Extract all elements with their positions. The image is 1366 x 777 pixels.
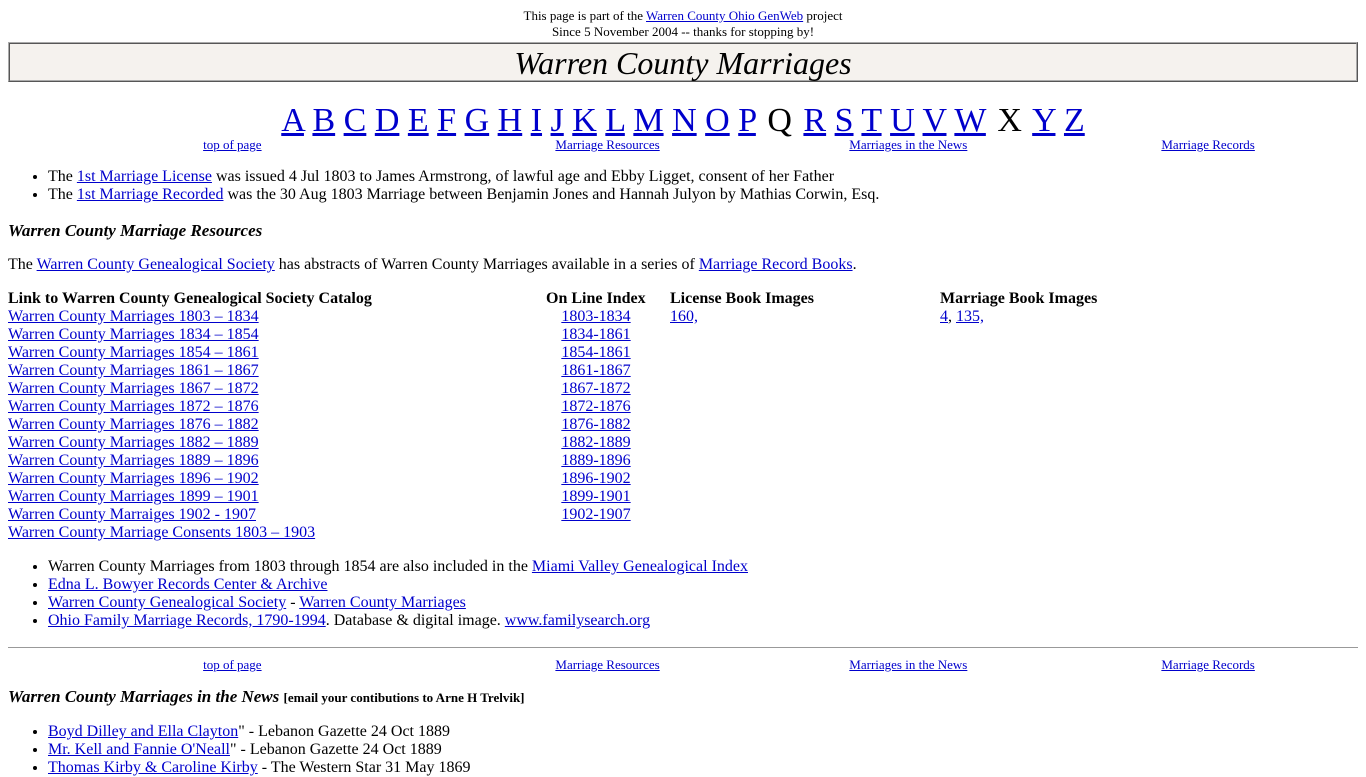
text: " - Lebanon Gazette 24 Oct 1889 [229,741,442,758]
nav-cell [1058,656,1358,672]
list-item [48,558,1358,576]
catalog-link[interactable]: Warren County Marriages 1882 – 1889 [8,434,259,451]
letter-link-f[interactable]: F [437,102,457,139]
nav-cell [457,656,759,672]
list-item [48,594,1358,612]
letter-link-p[interactable]: P [738,102,756,139]
letter-link-v[interactable]: V [922,102,947,139]
index-column [546,308,670,542]
news-title: Warren County Marriages in the News [8,687,280,706]
nav-cell [1058,136,1358,152]
item-link[interactable]: Boyd Dilley and Ella Clayton [48,723,239,740]
catalog-link[interactable]: Warren County Marriages 1896 – 1902 [8,470,259,487]
letter-link-g[interactable]: G [464,102,490,139]
list-item [48,168,1358,186]
index-link[interactable]: 1889-1896 [561,452,631,469]
index-link[interactable]: 1899-1901 [561,488,631,505]
text: " - Lebanon Gazette 24 Oct 1889 [238,723,450,740]
letter-link-t[interactable]: T [861,102,882,139]
text: . [852,256,857,273]
separator: , [948,308,956,325]
text: was the 30 Aug 1803 Marriage between Benjamin Jones and Hannah Julyon by Mathias Corwin, Esq. [223,186,880,203]
catalog-link[interactable]: Warren County Marriages 1899 – 1901 [8,488,259,505]
resources-intro [8,256,1358,274]
divider [8,647,1358,648]
letter-link-c[interactable]: C [343,102,367,139]
page-title: Warren County Marriages [8,42,1358,82]
text: The [48,186,77,203]
section-nav-bottom [8,656,1358,672]
text: - The Western Star 31 May 1869 [257,759,471,776]
resources-heading: Warren County Marriage Resources [8,221,263,240]
catalog-link[interactable]: Warren County Marriages 1876 – 1882 [8,416,259,433]
letter-link-e[interactable]: E [407,102,429,139]
list-item [48,741,1358,759]
letter-link-m[interactable]: M [633,102,664,139]
index-link[interactable]: 1867-1872 [561,380,631,397]
letter-link-b[interactable]: B [312,102,336,139]
letter-link-a[interactable]: A [281,102,304,139]
text: - [286,594,300,611]
nav-link[interactable]: top of page [203,137,262,152]
marriage-book-link[interactable]: 135, [956,308,984,325]
resources-table [8,290,1358,542]
text: Warren County Marriages from 1803 through 1854 are also included in the [48,558,532,575]
index-link[interactable]: 1876-1882 [561,416,631,433]
news-list [8,723,1358,777]
letter-link-j[interactable]: J [550,102,564,139]
index-link[interactable]: 1896-1902 [561,470,631,487]
marriage-book-link[interactable]: 4 [940,308,948,325]
col-header: License Book Images [670,290,814,307]
genweb-link[interactable]: Warren County Ohio GenWeb [646,8,804,23]
nav-link[interactable]: Marriage Records [1161,657,1255,672]
item-link[interactable]: Mr. Kell and Fannie O'Neall [48,741,230,758]
wcgs-link[interactable]: Warren County Genealogical Society [36,256,275,273]
news-heading [8,688,1358,707]
intro-text: project [803,8,843,23]
letter-link-s[interactable]: S [834,102,854,139]
letter-link-u[interactable]: U [890,102,915,139]
letter-link-l[interactable]: L [605,102,625,139]
page-intro [8,8,1358,40]
letter-link-y[interactable]: Y [1032,102,1056,139]
list-item [48,612,1358,630]
letter-link-o[interactable]: O [705,102,730,139]
text: The [8,256,37,273]
letter-link-n[interactable]: N [672,102,697,139]
license-column [670,308,940,542]
letter-link-h[interactable]: H [497,102,523,139]
nav-link[interactable]: Marriage Records [1161,137,1255,152]
catalog-link[interactable]: Warren County Marriages 1889 – 1896 [8,452,259,469]
nav-link[interactable]: Marriages in the News [849,657,968,672]
list-item [48,759,1358,777]
index-link[interactable]: 1803-1834 [561,308,631,325]
list-item [48,186,1358,204]
record-books-link[interactable]: Marriage Record Books [698,256,853,273]
item-link[interactable]: Warren County Genealogical Society [48,594,287,611]
index-link[interactable]: 1902-1907 [561,506,631,523]
nav-cell [8,656,457,672]
catalog-link[interactable]: Warren County Marriages 1867 – 1872 [8,380,259,397]
letter-link-k[interactable]: K [572,102,597,139]
item-link[interactable]: Thomas Kirby & Caroline Kirby [48,759,258,776]
col-header: Marriage Book Images [940,290,1098,307]
letter-link-r[interactable]: R [803,102,827,139]
index-link[interactable]: 1882-1889 [561,434,631,451]
item-link[interactable]: www.familysearch.org [504,612,651,629]
section-nav [8,136,1358,152]
index-link[interactable]: 1872-1876 [561,398,631,415]
other-resources-list [8,558,1358,630]
list-item [48,723,1358,741]
item-link[interactable]: 1st Marriage Recorded [76,186,224,203]
nav-link[interactable]: Marriage Resources [555,137,660,152]
nav-link[interactable]: Marriage Resources [555,657,660,672]
item-link[interactable]: 1st Marriage License [76,168,212,185]
since-text: Since 5 November 2004 -- thanks for stopping by! [551,24,815,39]
text: was issued 4 Jul 1803 to James Armstrong, of lawful age and Ebby Ligget, consent of her Father [211,168,835,185]
catalog-link[interactable]: Warren County Marraiges 1902 - 1907 [8,506,256,523]
catalog-link[interactable]: Warren County Marriages 1803 – 1834 [8,308,259,325]
text: . Database & digital image. [325,612,505,629]
letter-link-z[interactable]: Z [1063,102,1085,139]
catalog-link[interactable]: Warren County Marriages 1861 – 1867 [8,362,259,379]
nav-cell [758,656,1058,672]
marriage-book-column [940,308,1240,542]
letter-q: Q [767,102,792,139]
catalog-column [8,308,546,542]
item-link[interactable]: Ohio Family Marriage Records, 1790-1994 [48,612,326,629]
text: The [48,168,77,185]
nav-link[interactable]: Marriages in the News [849,137,968,152]
nav-cell [457,136,759,152]
item-link[interactable]: Warren County Marriages [299,594,466,611]
text: has abstracts of Warren County Marriages available in a series of [274,256,699,273]
letter-link-i[interactable]: I [530,102,543,139]
col-header: Link to Warren County Genealogical Society Catalog [8,290,372,307]
nav-cell [8,136,457,152]
item-link[interactable]: Miami Valley Genealogical Index [531,558,748,575]
index-link[interactable]: 1861-1867 [561,362,631,379]
nav-cell [758,136,1058,152]
firsts-list [8,168,1358,204]
intro-text: This page is part of the [523,8,647,23]
letter-x: X [997,102,1022,139]
nav-link[interactable]: top of page [203,657,262,672]
letter-link-d[interactable]: D [374,102,400,139]
col-header: On Line Index [546,290,646,307]
list-item [48,576,1358,594]
index-link[interactable]: 1854-1861 [561,344,631,361]
index-link[interactable]: 1834-1861 [561,326,631,343]
item-link[interactable]: Edna L. Bowyer Records Center & Archive [48,576,328,593]
letter-link-w[interactable]: W [954,102,986,139]
catalog-link[interactable]: Warren County Marriages 1834 – 1854 [8,326,259,343]
alphabet-nav [8,102,1358,139]
catalog-link[interactable]: Warren County Marriages 1854 – 1861 [8,344,259,361]
license-link[interactable]: 160, [670,308,698,325]
news-note: [email your contibutions to Arne H Trelvik] [283,690,525,705]
catalog-link[interactable]: Warren County Marriages 1872 – 1876 [8,398,259,415]
catalog-link[interactable]: Warren County Marriage Consents 1803 – 1903 [8,524,316,541]
